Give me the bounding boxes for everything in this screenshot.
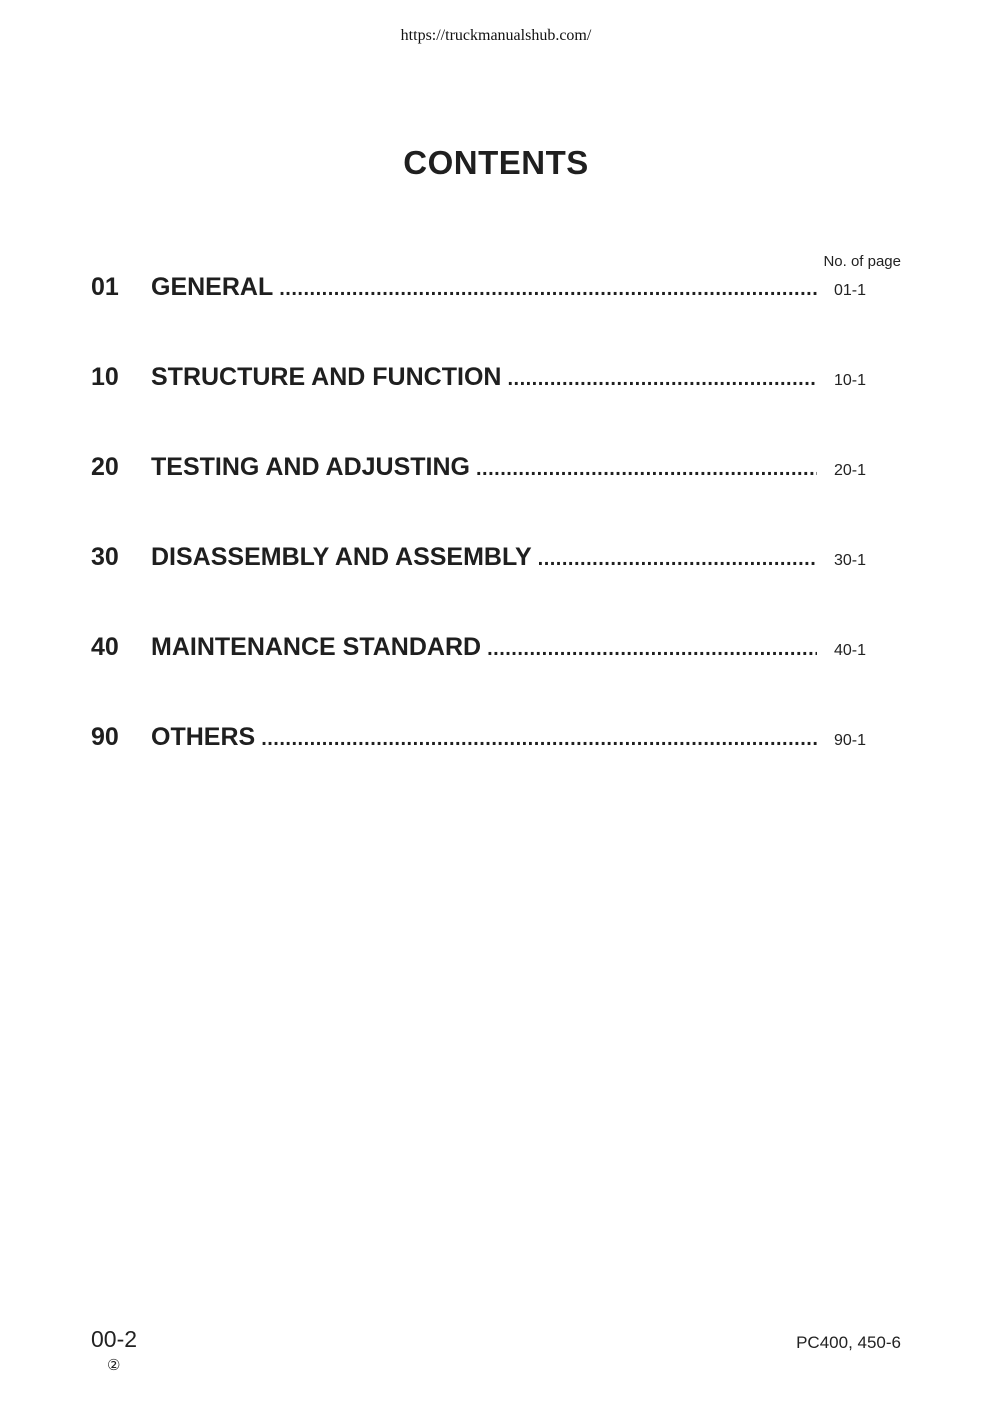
dot-leader: [507, 368, 817, 391]
toc-row-testing-and-adjusting[interactable]: [91, 448, 901, 538]
table-of-contents: [91, 268, 901, 808]
toc-section-number: 90: [91, 723, 119, 751]
page-title: CONTENTS: [403, 144, 589, 181]
toc-row-structure-and-function[interactable]: [91, 358, 901, 448]
toc-entry: [151, 723, 817, 752]
toc-entry: [151, 363, 817, 392]
toc-section-number: 30: [91, 543, 119, 571]
toc-section-title: MAINTENANCE STANDARD: [151, 633, 482, 661]
toc-section-number: 10: [91, 363, 119, 391]
source-url[interactable]: https://truckmanualshub.com/: [400, 27, 592, 44]
toc-row-maintenance-standard[interactable]: [91, 628, 901, 718]
toc-page-number: 20-1: [834, 462, 867, 479]
toc-section-title: STRUCTURE AND FUNCTION: [151, 363, 502, 391]
toc-entry: [151, 453, 817, 482]
toc-row-general[interactable]: [91, 268, 901, 358]
footer-page-number: 00-2: [91, 1326, 138, 1352]
toc-entry: [151, 273, 817, 302]
toc-entry: [151, 633, 817, 662]
page-number-column-header: No. of page: [823, 253, 901, 270]
toc-section-number: 20: [91, 453, 119, 481]
toc-section-title: GENERAL: [151, 273, 274, 301]
toc-row-disassembly-and-assembly[interactable]: [91, 538, 901, 628]
toc-page-number: 30-1: [834, 552, 867, 569]
toc-entry: [151, 543, 817, 572]
toc-page-number: 90-1: [834, 732, 867, 749]
toc-page-number: 40-1: [834, 642, 867, 659]
toc-section-title: TESTING AND ADJUSTING: [151, 453, 470, 481]
footer-revision-mark: ②: [107, 1357, 121, 1374]
toc-section-title: DISASSEMBLY AND ASSEMBLY: [151, 543, 532, 571]
toc-section-number: 01: [91, 273, 119, 301]
toc-section-number: 40: [91, 633, 119, 661]
toc-page-number: 01-1: [834, 282, 867, 299]
dot-leader: [279, 278, 817, 301]
dot-leader: [538, 548, 817, 571]
dot-leader: [261, 728, 817, 751]
toc-page-number: 10-1: [834, 372, 867, 389]
footer-model-number: PC400, 450-6: [796, 1333, 901, 1352]
toc-section-title: OTHERS: [151, 723, 256, 751]
toc-row-others[interactable]: [91, 718, 901, 808]
dot-leader: [487, 638, 817, 661]
dot-leader: [476, 458, 817, 481]
